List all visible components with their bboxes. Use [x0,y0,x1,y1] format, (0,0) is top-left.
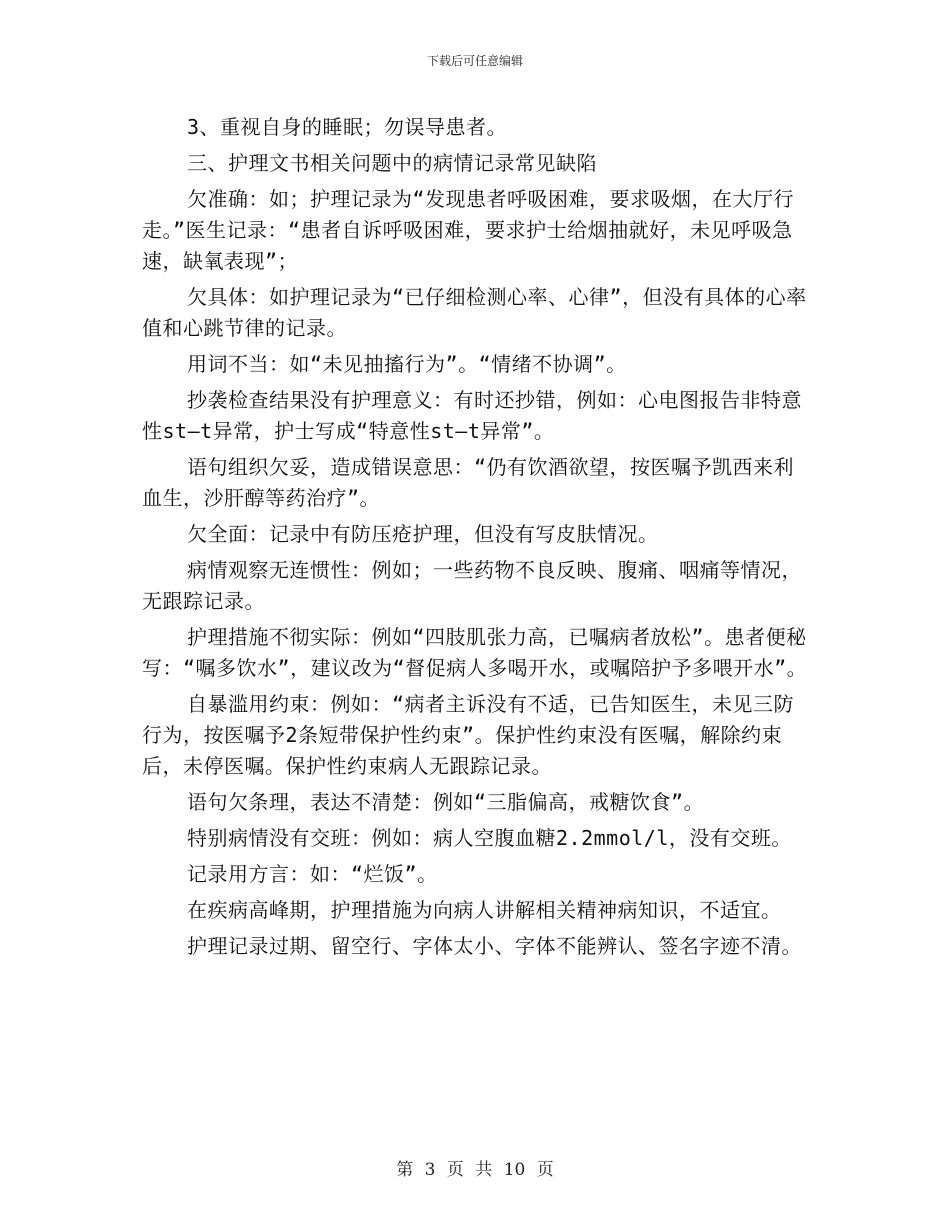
paragraph-not-specific: 欠具体：如护理记录为“已仔细检测心率、心律”，但没有具体的心率值和心跳节律的记录。 [142,285,807,340]
page-number: 第 3 页 共 10 页 [396,1160,554,1180]
paragraph-sleep: 3、重视自身的睡眠；勿误导患者。 [187,115,508,139]
paragraph-copying: 抄袭检查结果没有护理意义：有时还抄错，例如：心电图报告非特意性st—t异常，护士写成“特意性st—t异常”。 [142,388,802,443]
paragraph-sentence-organization: 语句组织欠妥，造成错误意思：“仍有饮酒欲望，按医嘱予凯西来利血生，沙肝醇等药治疗”。 [142,455,795,510]
paragraph-measures: 护理措施不彻实际：例如“四肢肌张力高，已嘱病者放松”。患者便秘写：“嘱多饮水”，建议改为“督促病人多喝开水，或嘱陪护予多喂开水”。 [142,625,808,680]
page-header-note: 下载后可任意编辑 [426,54,523,68]
document-body [142,112,810,962]
paragraph-wording: 用词不当：如“未见抽搐行为”。“情绪不协调”。 [187,352,627,376]
paragraph-peak-period: 在疾病高峰期，护理措施为向病人讲解相关精神病知识，不适宜。 [187,898,782,922]
paragraph-handover: 特别病情没有交班：例如：病人空腹血糖2.2mmol/l，没有交班。 [187,826,792,850]
paragraph-record-issues: 护理记录过期、留空行、字体太小、字体不能辨认、签名字迹不清。 [187,934,802,958]
paragraph-continuity: 病情观察无连惯性：例如；一些药物不良反映、腹痛、咽痛等情况，无跟踪记录。 [142,558,802,613]
paragraph-restraint: 自暴滥用约束：例如：“病者主诉没有不适，已告知医生，未见三防行为，按医嘱予2条短带保护性约束”。保护性约束没有医嘱，解除约束后，未停医嘱。保护性约束病人无跟踪记录。 [142,692,795,778]
section-heading: 三、护理文书相关问题中的病情记录常见缺陷 [187,151,597,175]
paragraph-incomplete: 欠全面：记录中有防压疮护理，但没有写皮肤情况。 [187,522,659,546]
paragraph-unclear: 语句欠条理，表达不清楚：例如“三脂偏高，戒糖饮食”。 [187,790,705,814]
paragraph-dialect: 记录用方言：如：“烂饭”。 [187,862,438,886]
paragraph-inaccurate: 欠准确：如；护理记录为“发现患者呼吸困难，要求吸烟，在大厅行走。”医生记录：“患者自诉呼吸困难，要求护士给烟抽就好，未见呼吸急速，缺氧表现”； [142,187,795,273]
